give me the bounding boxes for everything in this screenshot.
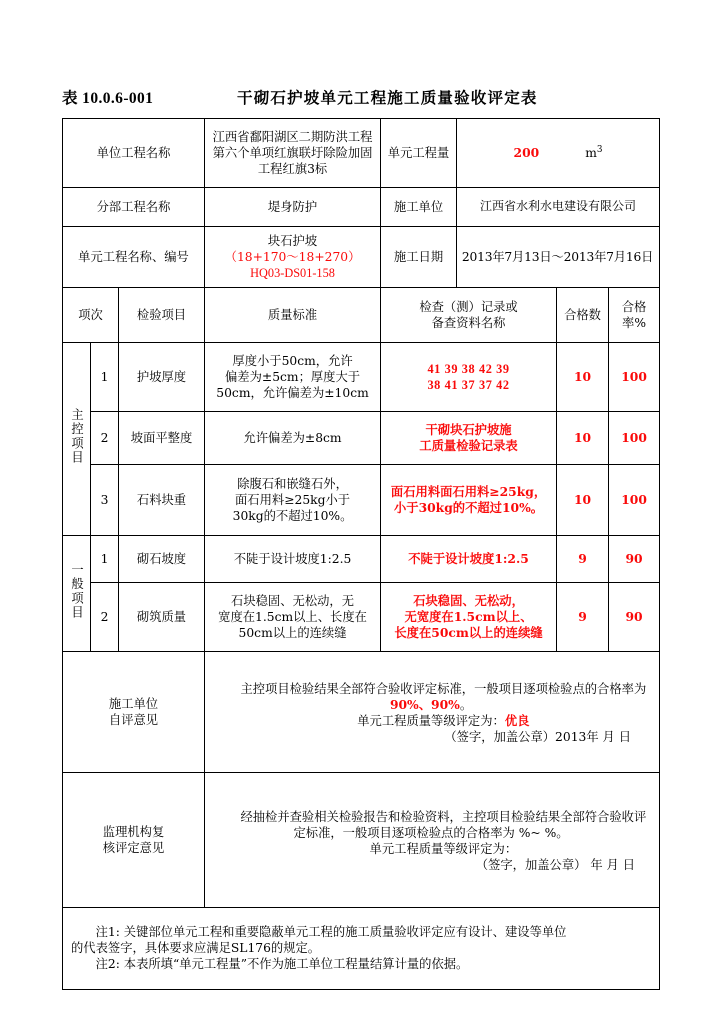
quality-acceptance-form bbox=[62, 118, 660, 990]
form-code: 表 10.0.6-001 bbox=[62, 90, 154, 107]
label-line: 核评定意见 bbox=[102, 841, 165, 855]
standard-line: 偏差为±5cm；厚度大于 bbox=[225, 369, 361, 384]
row-qualified-rate[interactable]: 100 bbox=[609, 343, 660, 412]
row-qualified-count[interactable]: 9 bbox=[557, 536, 609, 583]
opinion-paragraph: 经抽检并查验相关检验报告和检验资料，主控项目检验结果全部符合验收评定标准，一般项目逐项检验点的合格率为 %~ %。 bbox=[240, 809, 647, 840]
standard-line: 厚度小于50cm，允许 bbox=[232, 353, 353, 368]
row-quality-standard bbox=[205, 412, 381, 465]
row-no: 1 bbox=[91, 536, 119, 583]
header-quality-standard: 质量标准 bbox=[205, 288, 381, 343]
standard-line: 不陡于设计坡度1:2.5 bbox=[233, 551, 352, 566]
value-unit-qty[interactable]: 200 bbox=[513, 144, 540, 160]
record-line: 石块稳固、无松动， bbox=[413, 592, 524, 608]
header-record-name-line1: 检查（测）记录或 bbox=[419, 299, 518, 314]
opinion-text-end: 。 bbox=[459, 697, 473, 712]
standard-line: 30kg的不超过10%。 bbox=[232, 509, 353, 524]
row-qualified-count[interactable]: 10 bbox=[557, 412, 609, 465]
row-quality-standard bbox=[205, 583, 381, 652]
row-qualified-rate[interactable]: 100 bbox=[609, 412, 660, 465]
row-qualified-rate[interactable]: 90 bbox=[609, 583, 660, 652]
label-unit-project: 单位工程名称 bbox=[63, 119, 205, 188]
row-record[interactable] bbox=[381, 583, 557, 652]
header-qualified-rate: 合格率% bbox=[609, 288, 660, 343]
row-contractor-opinion bbox=[63, 652, 660, 773]
value-contractor[interactable]: 江西省水利水电建设有限公司 bbox=[457, 188, 660, 227]
header-item-no: 项次 bbox=[63, 288, 119, 343]
group-label-text: 主控项目 bbox=[69, 408, 84, 466]
row-record[interactable] bbox=[381, 536, 557, 583]
row-supervisor-opinion bbox=[63, 773, 660, 908]
table-row bbox=[63, 583, 660, 652]
row-qualified-count[interactable]: 10 bbox=[557, 343, 609, 412]
row-qualified-rate[interactable]: 100 bbox=[609, 465, 660, 536]
label-supervisor-opinion bbox=[63, 773, 205, 908]
row-inspect-item: 坡面平整度 bbox=[119, 412, 205, 465]
record-line: 无宽度在1.5cm以上、 bbox=[404, 608, 533, 624]
row-no: 2 bbox=[91, 583, 119, 652]
label-unit-qty: 单元工程量 bbox=[381, 119, 457, 188]
group-label-general bbox=[63, 536, 91, 652]
supervisor-signature-line[interactable]: （签字，加盖公章） 年 月 日 bbox=[475, 858, 636, 873]
value-date[interactable]: 2013年7月13日～2013年7月16日 bbox=[457, 227, 660, 288]
opinion-grade: 单元工程质量等级评定为： bbox=[369, 842, 518, 856]
row-record[interactable] bbox=[381, 412, 557, 465]
label-division: 分部工程名称 bbox=[63, 188, 205, 227]
element-code: HQ03-DS01-158 bbox=[250, 266, 335, 281]
row-inspect-item: 石料块重 bbox=[119, 465, 205, 536]
table-row bbox=[63, 536, 660, 583]
table-header-row bbox=[63, 288, 660, 343]
value-unit-project[interactable]: 江西省鄱阳湖区二期防洪工程第六个单项红旗联圩除险加固工程红旗3标 bbox=[205, 119, 381, 188]
label-line: 施工单位 bbox=[108, 696, 159, 711]
row-no: 2 bbox=[91, 412, 119, 465]
value-division[interactable]: 堤身防护 bbox=[205, 188, 381, 227]
row-inspect-item: 护坡厚度 bbox=[119, 343, 205, 412]
record-line: 38 41 37 37 42 bbox=[427, 378, 510, 392]
row-record[interactable] bbox=[381, 465, 557, 536]
header-qualified-count: 合格数 bbox=[557, 288, 609, 343]
row-quality-standard bbox=[205, 465, 381, 536]
opinion-grade bbox=[213, 713, 649, 729]
standard-line: 50cm，允许偏差为±10cm bbox=[216, 386, 369, 401]
row-unit-project bbox=[63, 119, 660, 188]
record-line: 不陡于设计坡度1:2.5 bbox=[408, 550, 529, 566]
contractor-signature-line[interactable]: （签字，加盖公章）2013年 月 日 bbox=[444, 730, 632, 745]
header-record-name-line2: 备查资料名称 bbox=[431, 316, 506, 330]
row-qualified-count[interactable]: 9 bbox=[557, 583, 609, 652]
standard-line: 50cm以上的连续缝 bbox=[238, 626, 347, 641]
record-line: 面石用料面石用料≥25kg， bbox=[390, 483, 547, 499]
grade-value: 优良 bbox=[504, 713, 530, 728]
record-line: 小于30kg的不超过10%。 bbox=[393, 500, 544, 515]
note-2: 注2: 本表所填“单元工程量”不作为施工单位工程量结算计量的依据。 bbox=[95, 957, 469, 972]
record-line: 长度在50cm以上的连续缝 bbox=[394, 625, 543, 641]
standard-line: 石块稳固、无松动，无 bbox=[231, 593, 355, 608]
label-date: 施工日期 bbox=[381, 227, 457, 288]
standard-line: 宽度在1.5cm以上、长度在 bbox=[218, 609, 367, 624]
standard-line: 允许偏差为±8cm bbox=[243, 430, 342, 445]
standard-line: 面石用料≥25kg小于 bbox=[235, 492, 351, 507]
opinion-paragraph bbox=[213, 681, 649, 713]
contractor-opinion-body[interactable] bbox=[205, 652, 660, 773]
grade-label: 单元工程质量等级评定为： bbox=[357, 714, 505, 728]
row-qualified-count[interactable]: 10 bbox=[557, 465, 609, 536]
row-notes bbox=[63, 908, 660, 990]
record-line: 工质量检验记录表 bbox=[419, 438, 518, 453]
row-inspect-item: 砌石坡度 bbox=[119, 536, 205, 583]
row-element bbox=[63, 227, 660, 288]
form-title: 干砌石护坡单元工程施工质量验收评定表 bbox=[237, 88, 538, 107]
supervisor-opinion-body[interactable] bbox=[205, 773, 660, 908]
unit-qty-unit: $m^3$ bbox=[585, 144, 603, 160]
note-1-line1: 注1: 关键部位单元工程和重要隐蔽单元工程的施工质量验收评定应有设计、建设等单位 bbox=[95, 924, 567, 939]
row-quality-standard bbox=[205, 343, 381, 412]
note-1-line2: 的代表签字，具体要求应满足SL176的规定。 bbox=[71, 940, 321, 955]
element-name: 块石护坡 bbox=[267, 233, 318, 248]
label-line: 自评意见 bbox=[108, 713, 159, 727]
row-no: 1 bbox=[91, 343, 119, 412]
opinion-text: 主控项目检验结果全部符合验收评定标准，一般项目逐项检验点的合格率为 bbox=[240, 681, 647, 696]
record-line: 41 39 38 42 39 bbox=[427, 361, 510, 376]
value-unit-qty-cell bbox=[457, 119, 660, 188]
record-line: 干砌块石护坡施 bbox=[425, 421, 512, 437]
group-label-main-control bbox=[63, 343, 91, 536]
label-line: 监理机构复 bbox=[102, 824, 165, 839]
row-no: 3 bbox=[91, 465, 119, 536]
element-station: （18+170～18+270） bbox=[224, 249, 361, 264]
table-row bbox=[63, 412, 660, 465]
label-contractor-opinion bbox=[63, 652, 205, 773]
group-label-text: 一般项目 bbox=[69, 562, 84, 620]
table-row bbox=[63, 465, 660, 536]
header-inspect-item: 检验项目 bbox=[119, 288, 205, 343]
page-title bbox=[62, 86, 662, 114]
table-row bbox=[63, 343, 660, 412]
opinion-rate: 90%、90% bbox=[389, 696, 460, 712]
value-element-cell[interactable] bbox=[205, 227, 381, 288]
standard-line: 除腹石和嵌缝石外， bbox=[237, 476, 348, 491]
row-record[interactable] bbox=[381, 343, 557, 412]
notes-block bbox=[63, 908, 660, 990]
label-element: 单元工程名称、编号 bbox=[63, 227, 205, 288]
row-qualified-rate[interactable]: 90 bbox=[609, 536, 660, 583]
row-inspect-item: 砌筑质量 bbox=[119, 583, 205, 652]
label-contractor: 施工单位 bbox=[381, 188, 457, 227]
header-record-name bbox=[381, 288, 557, 343]
row-quality-standard bbox=[205, 536, 381, 583]
row-division bbox=[63, 188, 660, 227]
